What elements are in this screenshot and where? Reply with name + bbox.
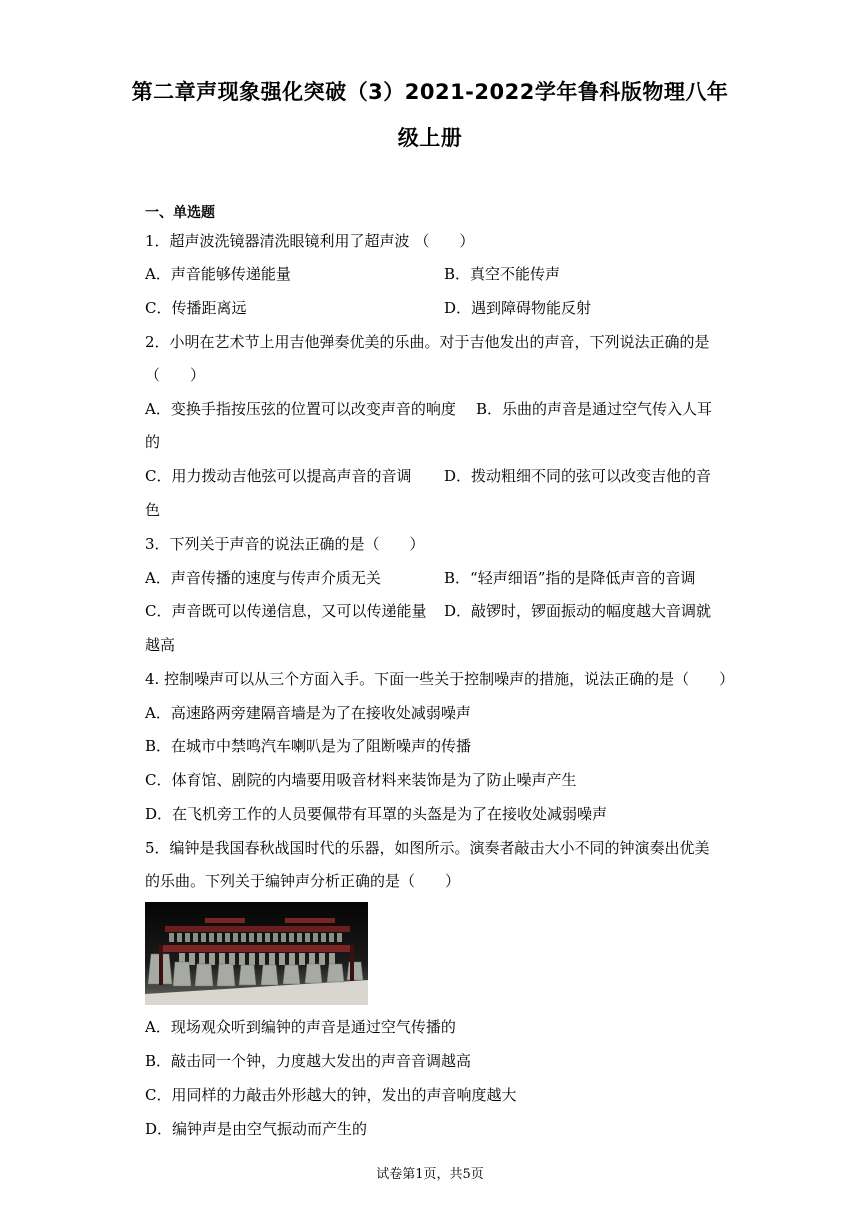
q1-option-d: D．遇到障碍物能反射: [444, 299, 592, 317]
q5-stem-line1: 5．编钟是我国春秋战国时代的乐器，如图所示。演奏者敲击大小不同的钟演奏出优美: [145, 839, 710, 857]
q2-option-d: D．拨动粗细不同的弦可以改变吉他的音: [444, 467, 712, 485]
q5-option-c: C．用同样的力敲击外形越大的钟，发出的声音响度越大: [145, 1086, 517, 1104]
q2-option-d-cont: 色: [145, 501, 161, 519]
q4-option-b: B．在城市中禁鸣汽车喇叭是为了阻断噪声的传播: [145, 737, 472, 755]
q4-option-d: D．在飞机旁工作的人员要佩带有耳罩的头盔是为了在接收处减弱噪声: [145, 805, 608, 823]
q3-option-a: A．声音传播的速度与传声介质无关: [145, 569, 381, 587]
page-footer: 试卷第1页，共5页: [376, 1167, 484, 1182]
chime-bells-photo: [145, 902, 368, 1005]
section-heading: 一、单选题: [145, 205, 215, 221]
q4-option-a: A．高速路两旁建隔音墙是为了在接收处减弱噪声: [145, 704, 471, 722]
q1-option-b: B．真空不能传声: [444, 265, 561, 283]
q2-stem-line2: （ ）: [145, 366, 206, 384]
q2-option-b: B．乐曲的声音是通过空气传入人耳: [476, 400, 713, 418]
q5-option-d: D．编钟声是由空气振动而产生的: [145, 1120, 368, 1138]
page-title-line1: 第二章声现象强化突破（3）2021-2022学年鲁科版物理八年: [131, 80, 729, 104]
q3-option-c: C．声音既可以传递信息，又可以传递能量: [145, 602, 427, 620]
q5-option-a: A．现场观众听到编钟的声音是通过空气传播的: [145, 1018, 456, 1036]
q3-stem: 3．下列关于声音的说法正确的是（ ）: [145, 535, 425, 553]
q1-option-a: A．声音能够传递能量: [145, 265, 291, 283]
q3-option-b: B．“轻声细语”指的是降低声音的音调: [444, 569, 696, 587]
q5-option-b: B．敲击同一个钟，力度越大发出的声音音调越高: [145, 1052, 472, 1070]
q4-stem: 4. 控制噪声可以从三个方面入手。下面一些关于控制噪声的措施，说法正确的是（ ）: [145, 670, 735, 688]
q2-stem-line1: 2．小明在艺术节上用吉他弹奏优美的乐曲。对于吉他发出的声音，下列说法正确的是: [145, 333, 710, 351]
q2-option-a: A．变换手指按压弦的位置可以改变声音的响度: [145, 400, 456, 418]
q1-stem: 1．超声波洗镜器清洗眼镜利用了超声波 （ ）: [145, 232, 475, 250]
q2-option-c: C．用力拨动吉他弦可以提高声音的音调: [145, 467, 412, 485]
q5-stem-line2: 的乐曲。下列关于编钟声分析正确的是（ ）: [145, 872, 461, 890]
q2-option-b-cont: 的: [145, 433, 161, 451]
q3-option-d-cont: 越高: [145, 636, 176, 654]
q1-option-c: C．传播距离远: [145, 299, 247, 317]
page-title-line2: 级上册: [397, 126, 463, 150]
q3-option-d: D．敲锣时，锣面振动的幅度越大音调就: [444, 602, 712, 620]
q4-option-c: C．体育馆、剧院的内墙要用吸音材料来装饰是为了防止噪声产生: [145, 771, 577, 789]
